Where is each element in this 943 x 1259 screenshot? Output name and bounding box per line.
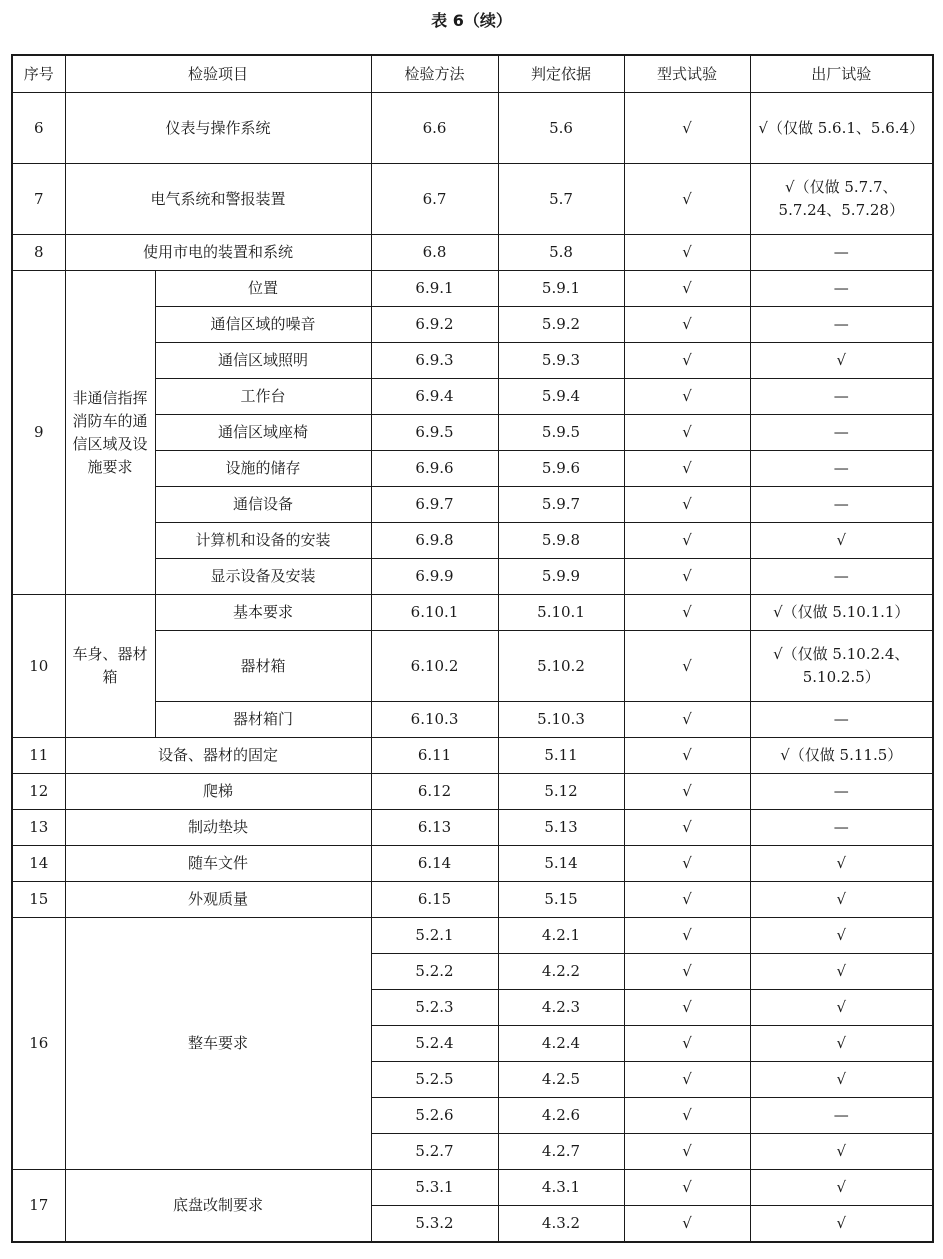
header-method: 检验方法 [371,55,498,93]
item-cell: 仪表与操作系统 [65,93,371,164]
type-test-cell: √ [624,415,750,451]
type-test-cell: √ [624,702,750,738]
factory-test-cell: √（仅做 5.7.7、5.7.24、5.7.28） [750,164,933,235]
header-factory-test: 出厂试验 [750,55,933,93]
seq-cell: 6 [12,93,65,164]
factory-test-cell: √ [750,1062,933,1098]
method-cell: 6.8 [371,235,498,271]
basis-cell: 4.2.6 [498,1098,624,1134]
basis-cell: 5.8 [498,235,624,271]
factory-test-cell: — [750,451,933,487]
type-test-cell: √ [624,523,750,559]
factory-test-cell: — [750,702,933,738]
type-test-cell: √ [624,93,750,164]
basis-cell: 5.9.5 [498,415,624,451]
type-test-cell: √ [624,918,750,954]
type-test-cell: √ [624,164,750,235]
type-test-cell: √ [624,235,750,271]
inspection-table [11,54,934,1243]
factory-test-cell: — [750,810,933,846]
basis-cell: 5.14 [498,846,624,882]
type-test-cell: √ [624,1134,750,1170]
method-cell: 6.9.6 [371,451,498,487]
seq-cell: 15 [12,882,65,918]
type-test-cell: √ [624,774,750,810]
group-item-cell: 非通信指挥消防车的通信区域及设施要求 [65,271,155,595]
type-test-cell: √ [624,1098,750,1134]
method-cell: 5.2.2 [371,954,498,990]
type-test-cell: √ [624,738,750,774]
table-row [12,1170,933,1206]
method-cell: 5.2.4 [371,1026,498,1062]
table-row [12,93,933,164]
seq-cell: 17 [12,1170,65,1243]
basis-cell: 4.2.4 [498,1026,624,1062]
method-cell: 6.9.5 [371,415,498,451]
factory-test-cell: √ [750,882,933,918]
seq-cell: 7 [12,164,65,235]
basis-cell: 5.9.8 [498,523,624,559]
basis-cell: 5.9.2 [498,307,624,343]
factory-test-cell: — [750,271,933,307]
basis-cell: 5.9.9 [498,559,624,595]
method-cell: 6.9.9 [371,559,498,595]
method-cell: 6.12 [371,774,498,810]
sub-item-cell: 器材箱门 [155,702,371,738]
item-cell: 爬梯 [65,774,371,810]
seq-cell: 13 [12,810,65,846]
factory-test-cell: √ [750,954,933,990]
type-test-cell: √ [624,1206,750,1243]
factory-test-cell: √ [750,1134,933,1170]
basis-cell: 5.6 [498,93,624,164]
factory-test-cell: √ [750,1026,933,1062]
basis-cell: 5.10.3 [498,702,624,738]
seq-cell: 9 [12,271,65,595]
seq-cell: 10 [12,595,65,738]
sub-item-cell: 设施的储存 [155,451,371,487]
basis-cell: 5.9.3 [498,343,624,379]
basis-cell: 5.10.2 [498,631,624,702]
item-cell: 随车文件 [65,846,371,882]
type-test-cell: √ [624,846,750,882]
method-cell: 6.13 [371,810,498,846]
type-test-cell: √ [624,1170,750,1206]
seq-cell: 16 [12,918,65,1170]
header-row [12,55,933,93]
group-item-cell: 车身、器材箱 [65,595,155,738]
table-row [12,846,933,882]
sub-item-cell: 显示设备及安装 [155,559,371,595]
factory-test-cell: — [750,307,933,343]
method-cell: 5.3.2 [371,1206,498,1243]
sub-item-cell: 通信区域照明 [155,343,371,379]
basis-cell: 4.2.7 [498,1134,624,1170]
table-row [12,235,933,271]
method-cell: 6.15 [371,882,498,918]
type-test-cell: √ [624,810,750,846]
table-row [12,774,933,810]
factory-test-cell: √（仅做 5.11.5） [750,738,933,774]
header-basis: 判定依据 [498,55,624,93]
factory-test-cell: √（仅做 5.6.1、5.6.4） [750,93,933,164]
table-row [12,595,933,631]
method-cell: 6.9.3 [371,343,498,379]
sub-item-cell: 计算机和设备的安装 [155,523,371,559]
type-test-cell: √ [624,487,750,523]
factory-test-cell: — [750,1098,933,1134]
table-row [12,164,933,235]
basis-cell: 4.3.2 [498,1206,624,1243]
method-cell: 6.10.3 [371,702,498,738]
method-cell: 5.2.5 [371,1062,498,1098]
sub-item-cell: 通信设备 [155,487,371,523]
method-cell: 5.3.1 [371,1170,498,1206]
item-cell: 底盘改制要求 [65,1170,371,1243]
factory-test-cell: √ [750,1170,933,1206]
table-row [12,918,933,954]
factory-test-cell: — [750,379,933,415]
basis-cell: 4.2.2 [498,954,624,990]
table-row [12,810,933,846]
factory-test-cell: √ [750,990,933,1026]
type-test-cell: √ [624,990,750,1026]
type-test-cell: √ [624,1062,750,1098]
sub-item-cell: 通信区域的噪音 [155,307,371,343]
method-cell: 6.6 [371,93,498,164]
method-cell: 6.10.2 [371,631,498,702]
basis-cell: 4.2.5 [498,1062,624,1098]
item-cell: 电气系统和警报装置 [65,164,371,235]
basis-cell: 5.11 [498,738,624,774]
sub-item-cell: 位置 [155,271,371,307]
table-row [12,271,933,307]
type-test-cell: √ [624,343,750,379]
basis-cell: 4.2.1 [498,918,624,954]
basis-cell: 5.15 [498,882,624,918]
seq-cell: 14 [12,846,65,882]
sub-item-cell: 通信区域座椅 [155,415,371,451]
factory-test-cell: — [750,559,933,595]
type-test-cell: √ [624,954,750,990]
seq-cell: 11 [12,738,65,774]
factory-test-cell: — [750,487,933,523]
factory-test-cell: √ [750,846,933,882]
method-cell: 6.9.1 [371,271,498,307]
header-item: 检验项目 [65,55,371,93]
type-test-cell: √ [624,379,750,415]
item-cell: 外观质量 [65,882,371,918]
method-cell: 6.14 [371,846,498,882]
type-test-cell: √ [624,1026,750,1062]
table-row [12,882,933,918]
header-type-test: 型式试验 [624,55,750,93]
basis-cell: 5.7 [498,164,624,235]
method-cell: 6.10.1 [371,595,498,631]
factory-test-cell: √ [750,523,933,559]
factory-test-cell: — [750,415,933,451]
method-cell: 6.11 [371,738,498,774]
factory-test-cell: √（仅做 5.10.1.1） [750,595,933,631]
factory-test-cell: — [750,235,933,271]
factory-test-cell: √ [750,1206,933,1243]
seq-cell: 8 [12,235,65,271]
basis-cell: 5.9.1 [498,271,624,307]
item-cell: 设备、器材的固定 [65,738,371,774]
table-title: 表 6（续） [431,11,512,30]
method-cell: 6.9.4 [371,379,498,415]
item-cell: 整车要求 [65,918,371,1170]
method-cell: 5.2.6 [371,1098,498,1134]
type-test-cell: √ [624,271,750,307]
item-cell: 使用市电的装置和系统 [65,235,371,271]
type-test-cell: √ [624,882,750,918]
factory-test-cell: √ [750,343,933,379]
basis-cell: 5.10.1 [498,595,624,631]
seq-cell: 12 [12,774,65,810]
factory-test-cell: √ [750,918,933,954]
basis-cell: 4.3.1 [498,1170,624,1206]
sub-item-cell: 器材箱 [155,631,371,702]
method-cell: 5.2.3 [371,990,498,1026]
table-row [12,738,933,774]
sub-item-cell: 基本要求 [155,595,371,631]
basis-cell: 5.12 [498,774,624,810]
factory-test-cell: √（仅做 5.10.2.4、5.10.2.5） [750,631,933,702]
header-seq: 序号 [12,55,65,93]
basis-cell: 5.9.7 [498,487,624,523]
method-cell: 5.2.1 [371,918,498,954]
method-cell: 6.9.8 [371,523,498,559]
method-cell: 5.2.7 [371,1134,498,1170]
method-cell: 6.9.7 [371,487,498,523]
factory-test-cell: — [750,774,933,810]
type-test-cell: √ [624,451,750,487]
item-cell: 制动垫块 [65,810,371,846]
type-test-cell: √ [624,631,750,702]
method-cell: 6.7 [371,164,498,235]
type-test-cell: √ [624,595,750,631]
basis-cell: 4.2.3 [498,990,624,1026]
basis-cell: 5.9.4 [498,379,624,415]
basis-cell: 5.9.6 [498,451,624,487]
sub-item-cell: 工作台 [155,379,371,415]
basis-cell: 5.13 [498,810,624,846]
type-test-cell: √ [624,307,750,343]
type-test-cell: √ [624,559,750,595]
method-cell: 6.9.2 [371,307,498,343]
